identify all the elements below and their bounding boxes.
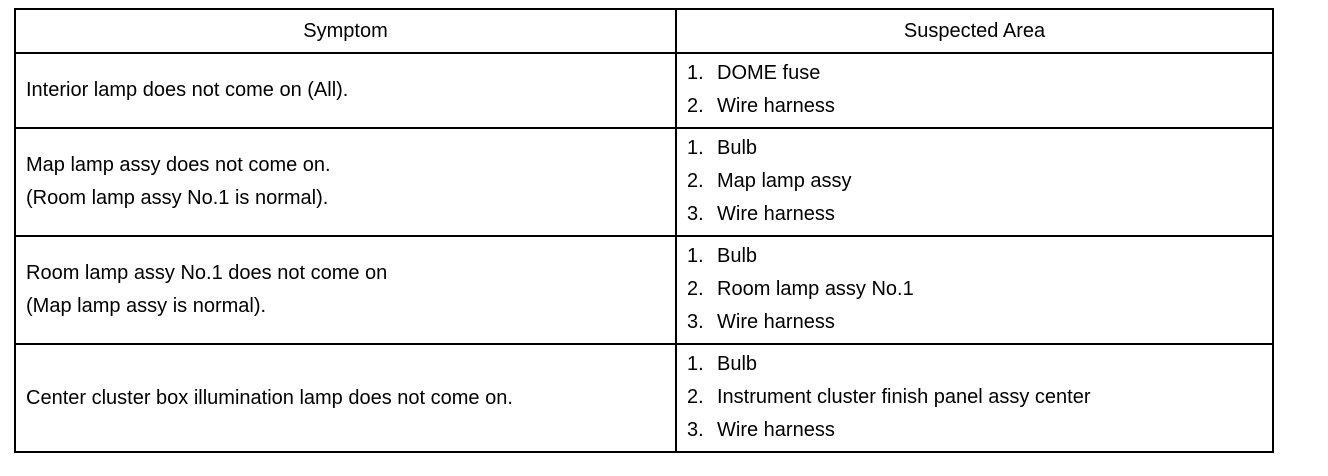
- symptom-cell: [15, 236, 676, 344]
- item-number: 3.: [687, 311, 704, 333]
- symptom-text: (Map lamp assy is normal).: [26, 295, 267, 317]
- item-number: 2.: [687, 95, 704, 117]
- suspected-area-item: [687, 132, 1262, 165]
- suspected-area-item: [687, 348, 1262, 381]
- suspected-area-list: [687, 132, 1262, 231]
- item-text: DOME fuse: [717, 62, 821, 84]
- item-number: 1.: [687, 62, 704, 84]
- item-text: Wire harness: [717, 203, 835, 225]
- item-number: 1.: [687, 353, 704, 375]
- item-text: Wire harness: [717, 311, 835, 333]
- suspected-area-item: [687, 414, 1262, 447]
- suspected-area-list: [687, 348, 1262, 447]
- item-text: Room lamp assy No.1: [717, 278, 914, 300]
- item-text: Bulb: [717, 137, 758, 159]
- item-number: 1.: [687, 137, 704, 159]
- item-text: Map lamp assy: [717, 170, 852, 192]
- suspected-area-column-header: Suspected Area: [676, 9, 1273, 53]
- suspected-area-item: [687, 57, 1262, 90]
- symptom-text: (Room lamp assy No.1 is normal).: [26, 187, 329, 209]
- suspected-area-item: [687, 198, 1262, 231]
- item-text: Bulb: [717, 353, 758, 375]
- table-header-row: [15, 9, 1273, 53]
- suspected-area-cell: [676, 344, 1273, 452]
- suspected-area-list: [687, 240, 1262, 339]
- table-row: [15, 53, 1273, 128]
- suspected-area-item: [687, 90, 1262, 123]
- symptom-column-header: Symptom: [15, 9, 676, 53]
- symptom-text: Room lamp assy No.1 does not come on: [26, 262, 388, 284]
- troubleshooting-table: [14, 8, 1274, 453]
- table-row: [15, 128, 1273, 236]
- table-row: [15, 236, 1273, 344]
- suspected-area-list: [687, 57, 1262, 123]
- item-number: 2.: [687, 386, 704, 408]
- suspected-area-item: [687, 306, 1262, 339]
- suspected-area-cell: [676, 128, 1273, 236]
- item-text: Wire harness: [717, 419, 835, 441]
- table-header: [15, 9, 1273, 53]
- symptom-cell: [15, 128, 676, 236]
- symptom-text: Map lamp assy does not come on.: [26, 154, 331, 176]
- suspected-area-item: [687, 381, 1262, 414]
- table-row: [15, 344, 1273, 452]
- troubleshooting-table-container: [14, 8, 1272, 453]
- symptom-text: Interior lamp does not come on (All).: [26, 79, 349, 101]
- symptom-cell: [15, 53, 676, 128]
- suspected-area-cell: [676, 53, 1273, 128]
- item-text: Bulb: [717, 245, 758, 267]
- item-number: 1.: [687, 245, 704, 267]
- suspected-area-item: [687, 165, 1262, 198]
- symptom-text: Center cluster box illumination lamp does not come on.: [26, 386, 513, 409]
- table-body: [15, 53, 1273, 452]
- item-text: Instrument cluster finish panel assy center: [717, 386, 1091, 408]
- item-number: 3.: [687, 203, 704, 225]
- item-number: 3.: [687, 419, 704, 441]
- item-number: 2.: [687, 170, 704, 192]
- suspected-area-item: [687, 273, 1262, 306]
- suspected-area-cell: [676, 236, 1273, 344]
- item-text: Wire harness: [717, 95, 835, 117]
- suspected-area-item: [687, 240, 1262, 273]
- symptom-cell: [15, 344, 676, 452]
- item-number: 2.: [687, 278, 704, 300]
